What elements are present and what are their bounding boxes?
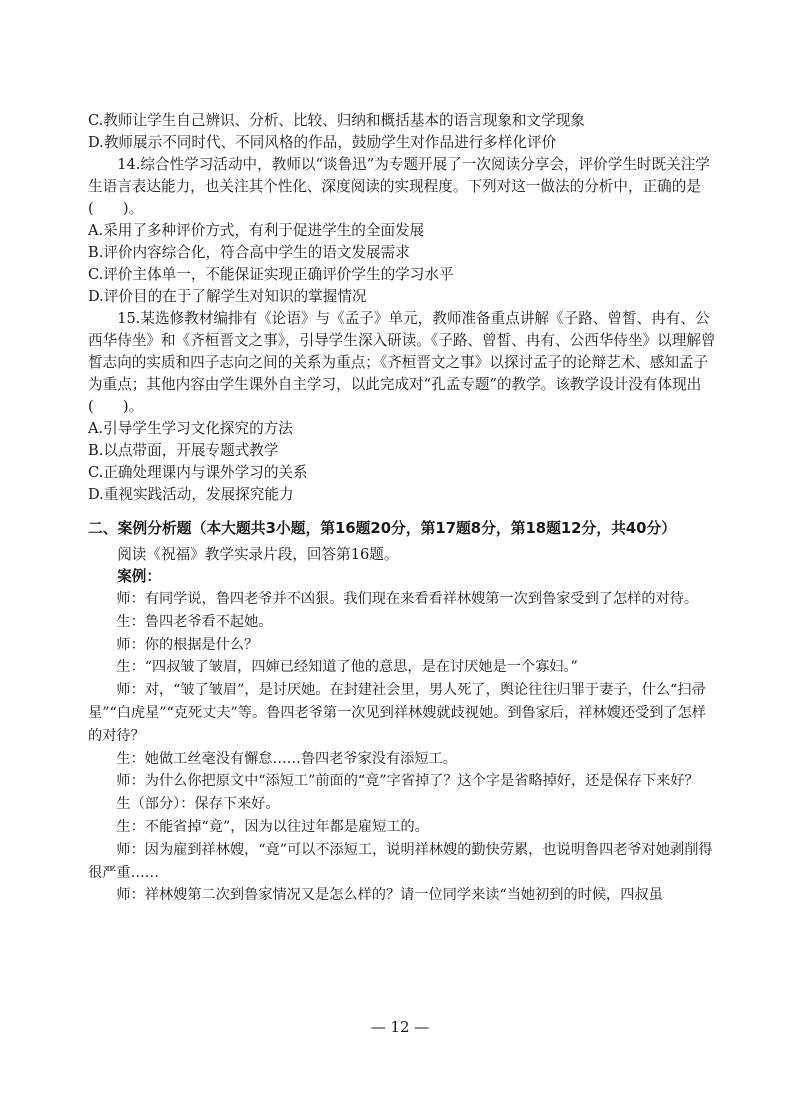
- option-15c: C.正确处理课内与课外学习的关系: [88, 464, 308, 481]
- option-14a: A.采用了多种评价方式，有利于促进学生的全面发展: [88, 222, 425, 239]
- dialog-line: 生：鲁四老爷看不起她。: [116, 613, 273, 630]
- dialog-line: 生：她做工丝毫没有懈怠……鲁四老爷家没有添短工。: [116, 750, 457, 767]
- dialog-line: 生（部分）：保存下来好。: [116, 796, 280, 813]
- option-14c: C.评价主体单一，不能保证实现正确评价学生的学习水平: [88, 266, 454, 283]
- case-dialog: [88, 588, 720, 907]
- dialog-line: 师：你的根据是什么？: [116, 636, 259, 653]
- dialog-line: 师：有同学说，鲁四老爷并不凶狠。我们现在来看看祥林嫂第一次到鲁家受到了怎样的对待。: [116, 591, 699, 607]
- question-14-stem: 14.综合性学习活动中，教师以“谈鲁迅”为专题开展了一次阅读分享会，评价学生时既关注学生语言表达能力，也关注其个性化、深度阅读的实现程度。下列对这一做法的分析中，正确的是( )。: [88, 156, 710, 217]
- dialog-line: 生：不能省掉“竟”，因为以往过年都是雇短工的。: [116, 818, 429, 835]
- option-13d: D.教师展示不同时代、不同风格的作品，鼓励学生对作品进行多样化评价: [88, 134, 557, 151]
- option-15b: B.以点带面，开展专题式教学: [88, 442, 279, 459]
- option-13c: C.教师让学生自己辨识、分析、比较、归纳和概括基本的语言现象和文学现象: [88, 112, 585, 129]
- case-label: 案例：: [117, 568, 161, 585]
- section-2-intro: 阅读《祝福》教学实录片段，回答第16题。: [117, 546, 399, 563]
- dialog-line: 师：祥林嫂第二次到鲁家情况又是怎么样的？请一位同学来读“当她初到的时候，四叔虽: [116, 887, 663, 904]
- document-page: [88, 110, 720, 907]
- option-14b: B.评价内容综合化，符合高中学生的语文发展需求: [88, 244, 410, 261]
- option-14d: D.评价目的在于了解学生对知识的掌握情况: [88, 288, 367, 305]
- option-15d: D.重视实践活动，发展探究能力: [88, 486, 294, 503]
- section-2-title: 二、案例分析题（本大题共3小题，第16题20分，第17题8分，第18题12分，共40分）: [88, 520, 677, 537]
- option-15a: A.引导学生学习文化探究的方法: [88, 420, 293, 437]
- dialog-line: 生：“四叔皱了皱眉，四婶已经知道了他的意思，是在讨厌她是一个寡妇。”: [116, 659, 578, 676]
- page-number: — 12 —: [370, 1018, 430, 1036]
- question-15-stem: 15.某选修教材编排有《论语》与《孟子》单元，教师准备重点讲解《子路、曾皙、冉有、公西华侍坐》和《齐桓晋文之事》，引导学生深入研读。《子路、曾皙、冉有、公西华侍坐》以理解曾皙志向的实质和四子志向之间的关系为重点；《齐桓晋文之事》以探讨孟子的论辩艺术、感知孟子为重点；其他内容由学生课外自主学习，以此完成对“孔孟专题”的教学。该教学设计没有体现出( )。: [88, 310, 716, 415]
- dialog-line: 师：为什么你把原文中“添短工”前面的“竟”字省掉了？这个字是省略掉好，还是保存下来好？: [116, 773, 699, 790]
- dialog-line: 师：对，“皱了皱眉”，是讨厌她。在封建社会里，男人死了，舆论往往归罪于妻子，什么“扫帚星”“白虎星”“克死丈夫”等。鲁四老爷第一次见到祥林嫂就歧视她。到鲁家后，祥林嫂还受到了怎样的对待？: [88, 682, 706, 744]
- dialog-line: 师：因为雇到祥林嫂，“竟”可以不添短工，说明祥林嫂的勤快劳累，也说明鲁四老爷对她剥削得很严重……: [88, 841, 713, 881]
